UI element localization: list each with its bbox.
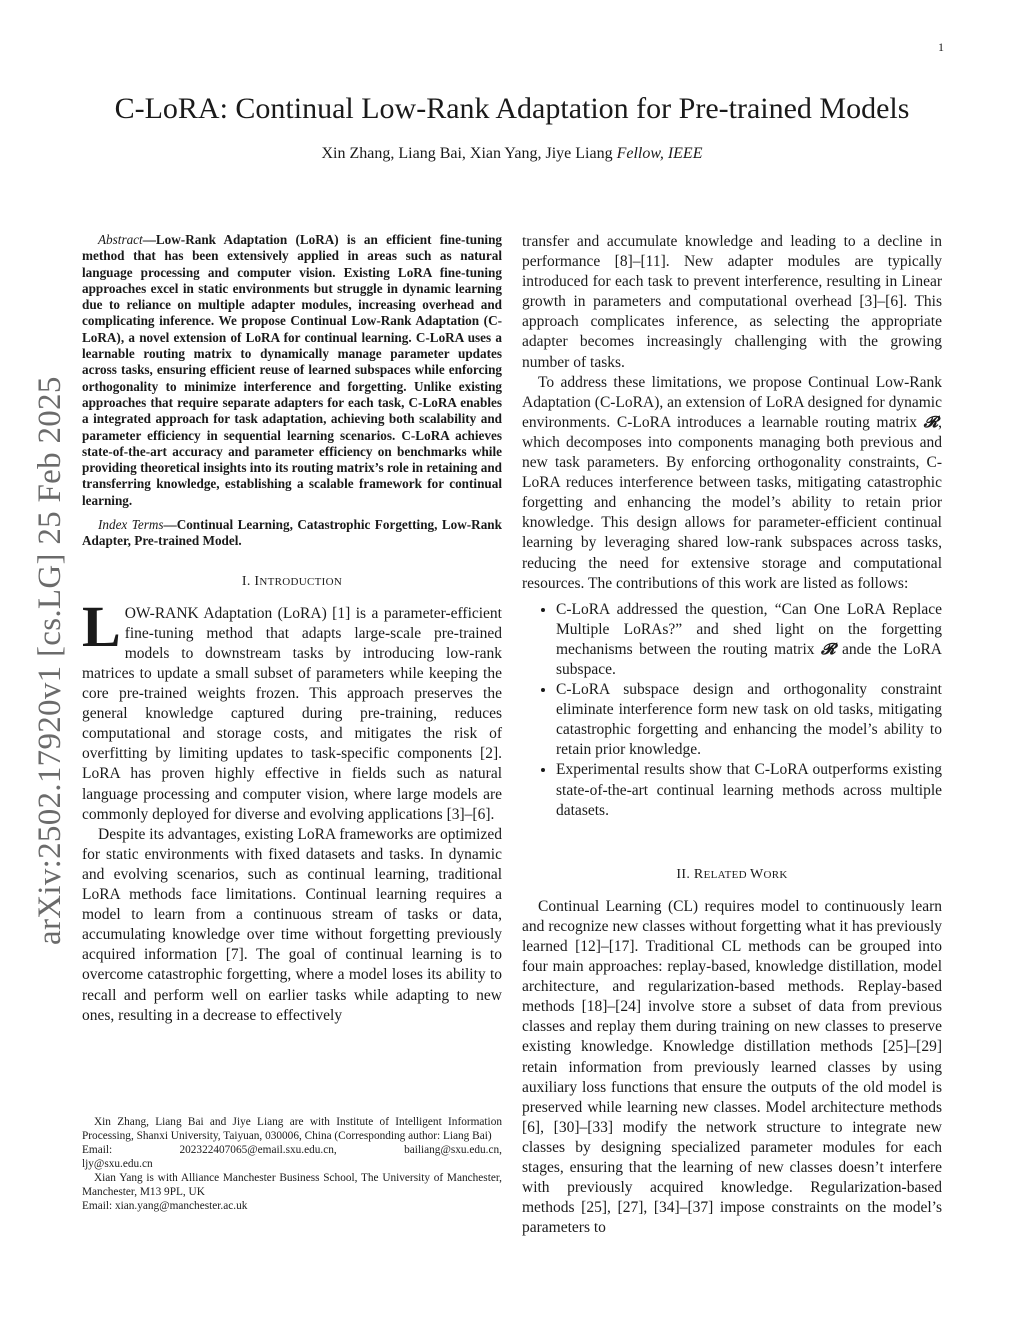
footnote-affiliation-2: Xian Yang is with Alliance Manchester Business School, The University of Manchester, Manchester, M13 9PL, UK (82, 1172, 502, 1198)
intro-paragraph-continued: transfer and accumulate knowledge and leading to a decline in performance [8]–[11]. New adapter modules are typically introduced for each task to prevent interference, resulting in Linear growth in parameters and computational overhead [3]–[6]. This approach complicates inference, as selecting the appropriate adapter becomes increasingly challenging with the growing number of tasks. (522, 233, 942, 371)
email-link[interactable]: 202322407065@email.sxu.edu.cn, (179, 1144, 337, 1156)
list-item: • C-LoRA subspace design and orthogonality constraint eliminate interference form new task on old tasks, mitigating catastrophic forgetting and enhancing the model’s ability to retain prior knowledge. (556, 680, 942, 760)
left-column (82, 232, 502, 1026)
related-work-paragraph-1: Continual Learning (CL) requires model to continuously learn and recognize new classes without forgetting what it has previously learned [12]–[17]. Traditional CL methods can be grouped into four main approaches: replay-based, knowledge distillation, model architecture, and regularization-based methods. Replay-based methods [18]–[24] involve store a subset of data from previous classes and replay them during training on new classes to preserve existing knowledge. Knowledge distillation methods [25]–[29] retain information from previously learned classes by using auxiliary loss functions that ensure the outputs of the old model is preserved while learning new classes. Model architecture methods [6], [30]–[33] modify the network structure to integrate new classes by designing specialized parameter modules for each stages, ensuring that the learning of new classes doesn’t interfere with previously acquired knowledge. Regularization-based methods [25], [27], [34]–[37] impose constraints on the model’s parameters to (522, 897, 942, 1237)
footnotes (82, 1115, 502, 1213)
intro-paragraph-1 (82, 593, 502, 825)
section-title-rest: ORK (763, 868, 788, 881)
footnote-email-row (82, 1143, 502, 1157)
section-numeral: II. (676, 866, 694, 882)
intro-paragraph-1-text: OW-RANK Adaptation (LoRA) [1] is a parameter-efficient fine-tuning method that adapts large-scale pre-trained models to downstream tasks by introducing low-rank matrices to update a small subset of parameters while keeping the core pre-trained weights frozen. This approach preserves the general knowledge captured during pre-training, reduces computational and storage costs, and mitigates the risk of overfitting by limiting updates to task-specific components [2]. LoRA has proven highly effective in fields such as natural language processing and computer vision, where large models are commonly deployed for diverse and evolving applications [3]–[6]. (82, 604, 502, 823)
abstract-text: —Low-Rank Adaptation (LoRA) is an efficient fine-tuning method that has been extensively applied in areas such as natural language processing and computer vision. Existing LoRA fine-tuning approaches excel in static environments but struggle in dynamic learning due to reliance on multiple adapter modules, increasing overhead and complicating inference. We propose Continual Low-Rank Adaptation (C-LoRA), a novel extension of LoRA for continual learning. C-LoRA uses a learnable routing matrix to dynamically manage parameter updates across tasks, ensuring efficient reuse of learned subspaces while enforcing orthogonality to minimize interference and forgetting. Unlike existing approaches that require separate adapters for each task, C-LoRA enables a integrated approach for task adaptation, achieving both scalability and parameter efficiency in sequential learning scenarios. C-LoRA achieves state-of-the-art accuracy and parameter efficiency on benchmarks while providing theoretical insights into its routing matrix’s role in retaining and transferring knowledge, establishing a scalable framework for continual learning. (82, 232, 502, 508)
abstract-lead: Abstract (98, 232, 143, 247)
list-item: • Experimental results show that C-LoRA outperforms existing state-of-the-art continual learning methods across multiple datasets. (556, 760, 942, 820)
intro-paragraph-3-part-a: To address these limitations, we propose Continual Low-Rank Adaptation (C-LoRA), an extension of LoRA designed for dynamic environments. C-LoRA introduces a learnable routing matrix (522, 373, 942, 431)
arxiv-stamp: arXiv:2502.17920v1 [cs.LG] 25 Feb 2025 (32, 376, 68, 945)
intro-paragraph-3 (522, 373, 942, 594)
list-item (556, 600, 942, 680)
bullet-1-part-a: C-LoRA addressed the question, “Can One LoRA Replace Multiple LoRAs?” and shed light on the forgetting mechanisms between the routing matrix (556, 600, 942, 658)
section-heading-related-work (522, 865, 942, 885)
email-link[interactable]: ljy@sxu.edu.cn (82, 1158, 153, 1170)
section-numeral: I. (241, 573, 255, 589)
drop-cap: L (82, 593, 121, 659)
routing-matrix-symbol: 𝓡 (821, 640, 836, 658)
email-label: Email: (82, 1144, 113, 1156)
email-link[interactable]: bailiang@sxu.edu.cn, (404, 1144, 502, 1156)
intro-paragraph-2: Despite its advantages, existing LoRA frameworks are optimized for static environments with fixed datasets and tasks. In dynamic and evolving scenarios, such as continual learning, traditional LoRA methods face limitations. Continual learning requires a model to learn from a continuous stream of tasks or data, accumulating knowledge over time without forgetting previously acquired information [7]. The goal of continual learning is to overcome catastrophic forgetting, where a model loses its ability to recall and perform well on earlier tasks while adapting to new ones, resulting in a decrease to effectively (82, 825, 502, 1024)
section-initial: W (749, 866, 764, 882)
page-number: 1 (938, 40, 944, 54)
section-heading-introduction (82, 572, 502, 592)
section-title-rest: ELATED (703, 868, 750, 881)
contributions-list (522, 600, 942, 821)
footnote-affiliation-1: Xin Zhang, Liang Bai and Jiye Liang are with Institute of Intelligent Information Processing, Shanxi University, Taiyuan, 030006, China (Corresponding author: Liang Bai) (82, 1116, 502, 1142)
author-title: Fellow, IEEE (616, 145, 703, 162)
index-terms-lead: Index Terms (98, 517, 164, 533)
section-initial: I (254, 573, 260, 589)
section-title-rest: NTRODUCTION (259, 575, 343, 588)
footnote-email-2[interactable]: Email: xian.yang@manchester.ac.uk (82, 1200, 248, 1212)
section-initial: R (693, 866, 704, 882)
intro-paragraph-3-part-b: , which decomposes into components managing both previous and new task parameters. By enforcing orthogonality constraints, C-LoRA reduces interference between tasks, mitigating catastrophic forgetting and enhancing the model’s ability to retain prior knowledge. This design allows for parameter-efficient continual learning by leveraging shared low-rank subspaces across tasks, reducing the need for extensive storage and computational resources. The contributions of this work are listed as follows: (522, 413, 942, 592)
author-list (0, 145, 1024, 163)
index-terms-text: —Continual Learning, Catastrophic Forgetting, Low-Rank Adapter, Pre-trained Model. (82, 517, 502, 549)
paper-title: C-LoRA: Continual Low-Rank Adaptation for Pre-trained Models (114, 92, 910, 125)
right-column (522, 232, 942, 1238)
abstract (82, 232, 502, 509)
index-terms (82, 517, 502, 550)
routing-matrix-symbol: 𝓡 (923, 413, 939, 431)
author-names: Xin Zhang, Liang Bai, Xian Yang, Jiye Liang (321, 145, 617, 162)
bullet-1-part-b: ande the LoRA subspace. (556, 640, 942, 678)
